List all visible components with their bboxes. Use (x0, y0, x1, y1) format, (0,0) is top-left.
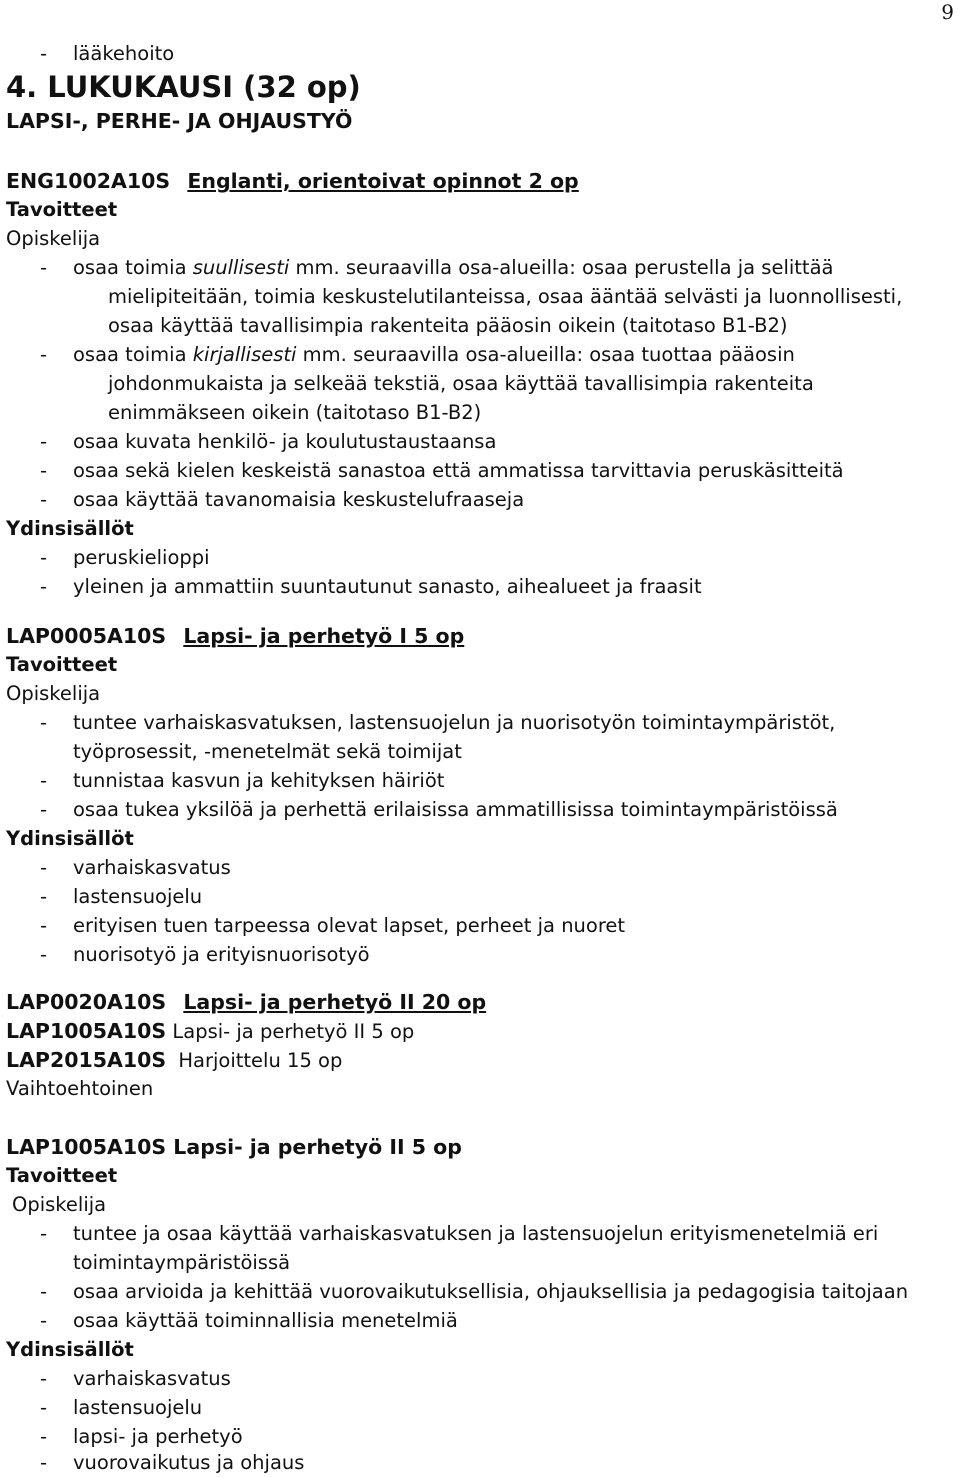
list-dash: - (40, 459, 48, 482)
student-label: Opiskelija (6, 682, 101, 705)
sub-course (6, 1017, 414, 1046)
content-item: lastensuojelu (73, 1396, 203, 1419)
objective-item-cont: toimintaympäristöissä (73, 1251, 291, 1274)
semester-heading: 4. LUKUKAUSI (32 op) (6, 70, 361, 104)
list-dash: - (40, 885, 48, 908)
list-dash: - (40, 798, 48, 821)
list-dash: - (40, 343, 48, 366)
course-code: ENG1002A10S (6, 169, 171, 193)
objective-item: osaa kuvata henkilö- ja koulutustaustaansa (73, 430, 497, 453)
content-item: peruskielioppi (73, 546, 210, 569)
objective-item: osaa toimia kirjallisesti mm. seuraavilla osa-alueilla: osaa tuottaa pääosin (73, 343, 795, 366)
list-dash: - (40, 1367, 48, 1390)
objective-item-cont: työprosessit, -menetelmät sekä toimijat (73, 740, 462, 763)
contents-label: Ydinsisällöt (6, 1338, 134, 1361)
objective-item-cont: johdonmukaista ja selkeää tekstiä, osaa käyttää tavallisimpia rakenteita (108, 372, 814, 395)
semester-subheading: LAPSI-, PERHE- JA OHJAUSTYÖ (6, 109, 353, 133)
list-dash: - (40, 546, 48, 569)
content-item: varhaiskasvatus (73, 1367, 231, 1390)
list-dash: - (40, 769, 48, 792)
course-title: Lapsi- ja perhetyö II 20 op (183, 990, 487, 1014)
course-code: LAP0005A10S (6, 624, 167, 648)
list-dash: - (40, 488, 48, 511)
content-item: vuorovaikutus ja ohjaus (73, 1451, 305, 1474)
objective-item: tuntee ja osaa käyttää varhaiskasvatuksen ja lastensuojelun erityismenetelmiä eri (73, 1222, 879, 1245)
objectives-label: Tavoitteet (6, 198, 118, 221)
list-dash: - (40, 575, 48, 598)
list-dash: - (40, 1425, 48, 1448)
list-dash: - (40, 711, 48, 734)
page-number: 9 (941, 0, 954, 24)
list-dash: - (40, 256, 48, 279)
course-heading-lap0020 (6, 988, 486, 1016)
objective-item: osaa käyttää tavanomaisia keskustelufraaseja (73, 488, 525, 511)
content-item: erityisen tuen tarpeessa olevat lapset, perheet ja nuoret (73, 914, 626, 937)
contents-label: Ydinsisällöt (6, 517, 134, 540)
objectives-label: Tavoitteet (6, 1164, 118, 1187)
course-title: Lapsi- ja perhetyö I 5 op (183, 624, 465, 648)
objective-item: osaa toimia suullisesti mm. seuraavilla osa-alueilla: osaa perustella ja selittää (73, 256, 834, 279)
course-code: LAP2015A10S (6, 1048, 167, 1072)
objective-item: osaa tukea yksilöä ja perhettä erilaisissa ammatillisissa toimintaympäristöissä (73, 798, 838, 821)
objective-item-cont: osaa käyttää tavallisimpia rakenteita pääosin oikein (taitotaso B1-B2) (108, 314, 788, 337)
elective-label: Vaihtoehtoinen (6, 1077, 154, 1100)
course-heading-lap1005: LAP1005A10S Lapsi- ja perhetyö II 5 op (6, 1135, 462, 1159)
sub-course (6, 1046, 342, 1075)
objective-item: osaa sekä kielen keskeistä sanastoa että ammatissa tarvittavia peruskäsitteitä (73, 459, 844, 482)
list-dash: - (40, 1280, 48, 1303)
objective-item-cont: mielipiteitään, toimia keskustelutilanteissa, osaa ääntää selvästi ja luonnollisesti, (108, 285, 903, 308)
list-dash: - (40, 1222, 48, 1245)
objective-item: tunnistaa kasvun ja kehityksen häiriöt (73, 769, 445, 792)
content-item: lapsi- ja perhetyö (73, 1425, 243, 1448)
objective-item: osaa arvioida ja kehittää vuorovaikutuksellisia, ohjauksellisia ja pedagogisia taitojaan (73, 1280, 909, 1303)
list-dash: - (40, 943, 48, 966)
list-dash: - (40, 1451, 48, 1474)
course-title: Englanti, orientoivat opinnot 2 op (187, 169, 579, 193)
student-label: Opiskelija (12, 1193, 107, 1216)
list-dash: - (40, 856, 48, 879)
objective-item-cont: enimmäkseen oikein (taitotaso B1-B2) (108, 401, 482, 424)
content-item: varhaiskasvatus (73, 856, 231, 879)
contents-label: Ydinsisällöt (6, 827, 134, 850)
list-dash: - (40, 1309, 48, 1332)
content-item: nuorisotyö ja erityisnuorisotyö (73, 943, 370, 966)
course-code: LAP0020A10S (6, 990, 167, 1014)
course-heading-lap0005 (6, 622, 464, 650)
content-item: yleinen ja ammattiin suuntautunut sanasto, aihealueet ja fraasit (73, 575, 702, 598)
objectives-label: Tavoitteet (6, 653, 118, 676)
student-label: Opiskelija (6, 227, 101, 250)
course-heading-eng (6, 167, 579, 195)
list-dash: - (40, 430, 48, 453)
objective-item: tuntee varhaiskasvatuksen, lastensuojelun ja nuorisotyön toimintaympäristöt, (73, 711, 836, 734)
content-item: lastensuojelu (73, 885, 203, 908)
list-dash: - (40, 42, 48, 65)
course-title: Lapsi- ja perhetyö II 5 op (172, 1020, 415, 1043)
list-dash: - (40, 914, 48, 937)
course-title: Harjoittelu 15 op (178, 1049, 343, 1072)
course-code: LAP1005A10S (6, 1019, 167, 1043)
intro-item: lääkehoito (73, 42, 175, 65)
list-dash: - (40, 1396, 48, 1419)
objective-item: osaa käyttää toiminnallisia menetelmiä (73, 1309, 458, 1332)
